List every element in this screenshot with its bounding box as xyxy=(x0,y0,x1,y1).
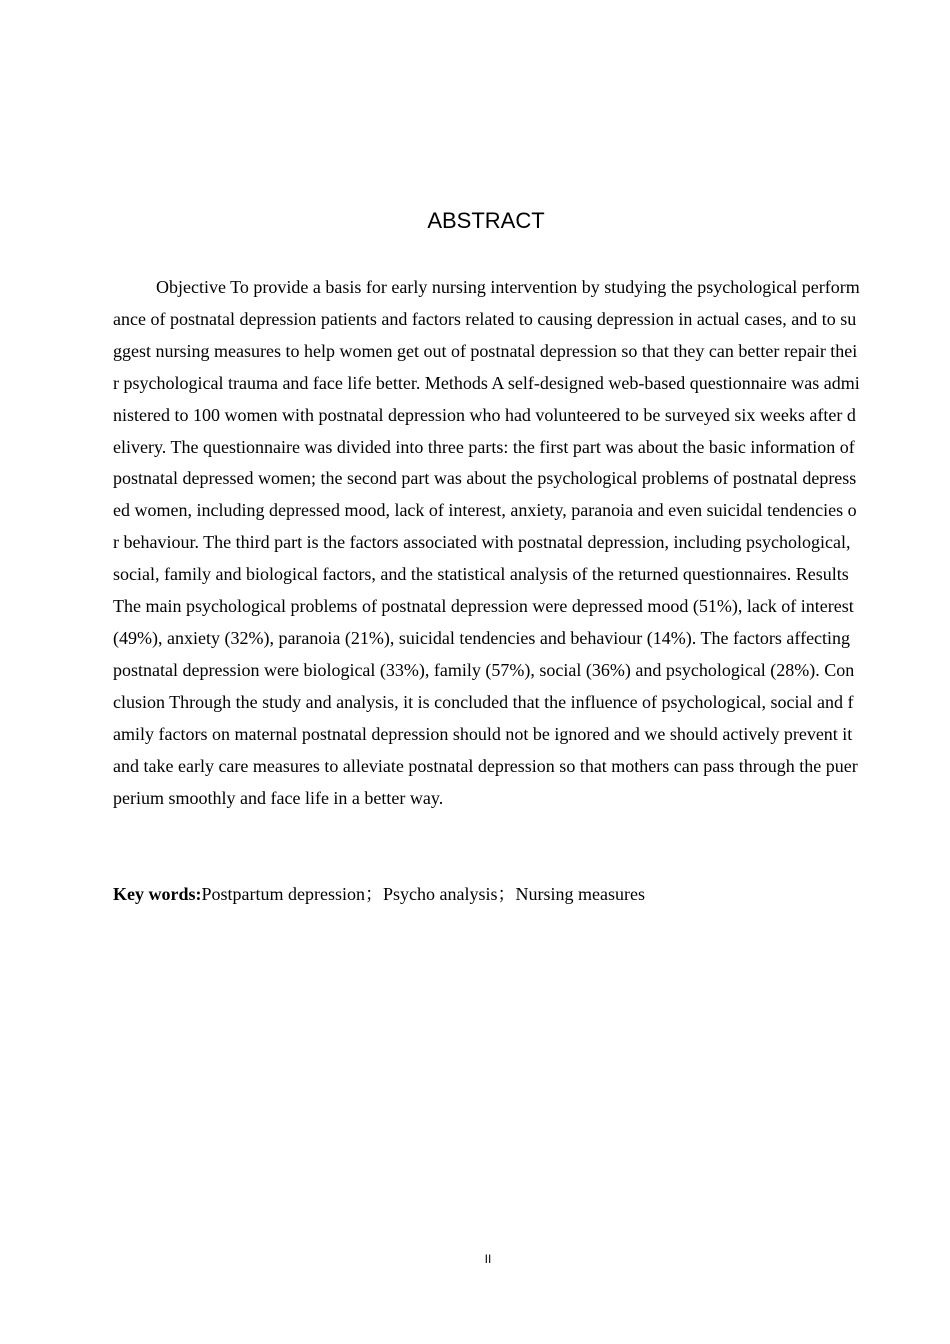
keywords-label: Key words: xyxy=(113,884,202,904)
page-number: II xyxy=(484,1252,492,1266)
abstract-body: Objective To provide a basis for early nursing intervention by studying the psychological performance of postnatal depression patients and factors related to causing depression in actual cases, and to suggest nursing measures to help women get out of postnatal depression so that they can better repair their psychological trauma and face life better. Methods A self-designed web-based questionnaire was administered to 100 women with postnatal depression who had volunteered to be surveyed six weeks after delivery. The questionnaire was divided into three parts: the first part was about the basic information of postnatal depressed women; the second part was about the psychological problems of postnatal depressed women, including depressed mood, lack of interest, anxiety, paranoia and even suicidal tendencies or behaviour. The third part is the factors associated with postnatal depression, including psychological, social, family and biological factors, and the statistical analysis of the returned questionnaires. Results The main psychological problems of postnatal depression were depressed mood (51%), lack of interest (49%), anxiety (32%), paranoia (21%), suicidal tendencies and behaviour (14%). The factors affecting postnatal depression were biological (33%), family (57%), social (36%) and psychological (28%). Conclusion Through the study and analysis, it is concluded that the influence of psychological, social and family factors on maternal postnatal depression should not be ignored and we should actively prevent it and take early care measures to alleviate postnatal depression so that mothers can pass through the puerperium smoothly and face life in a better way. xyxy=(113,277,860,808)
keywords-text: Postpartum depression；Psycho analysis；Nursing measures xyxy=(201,884,645,904)
keywords-line xyxy=(113,878,861,910)
abstract-title: ABSTRACT xyxy=(427,208,545,233)
